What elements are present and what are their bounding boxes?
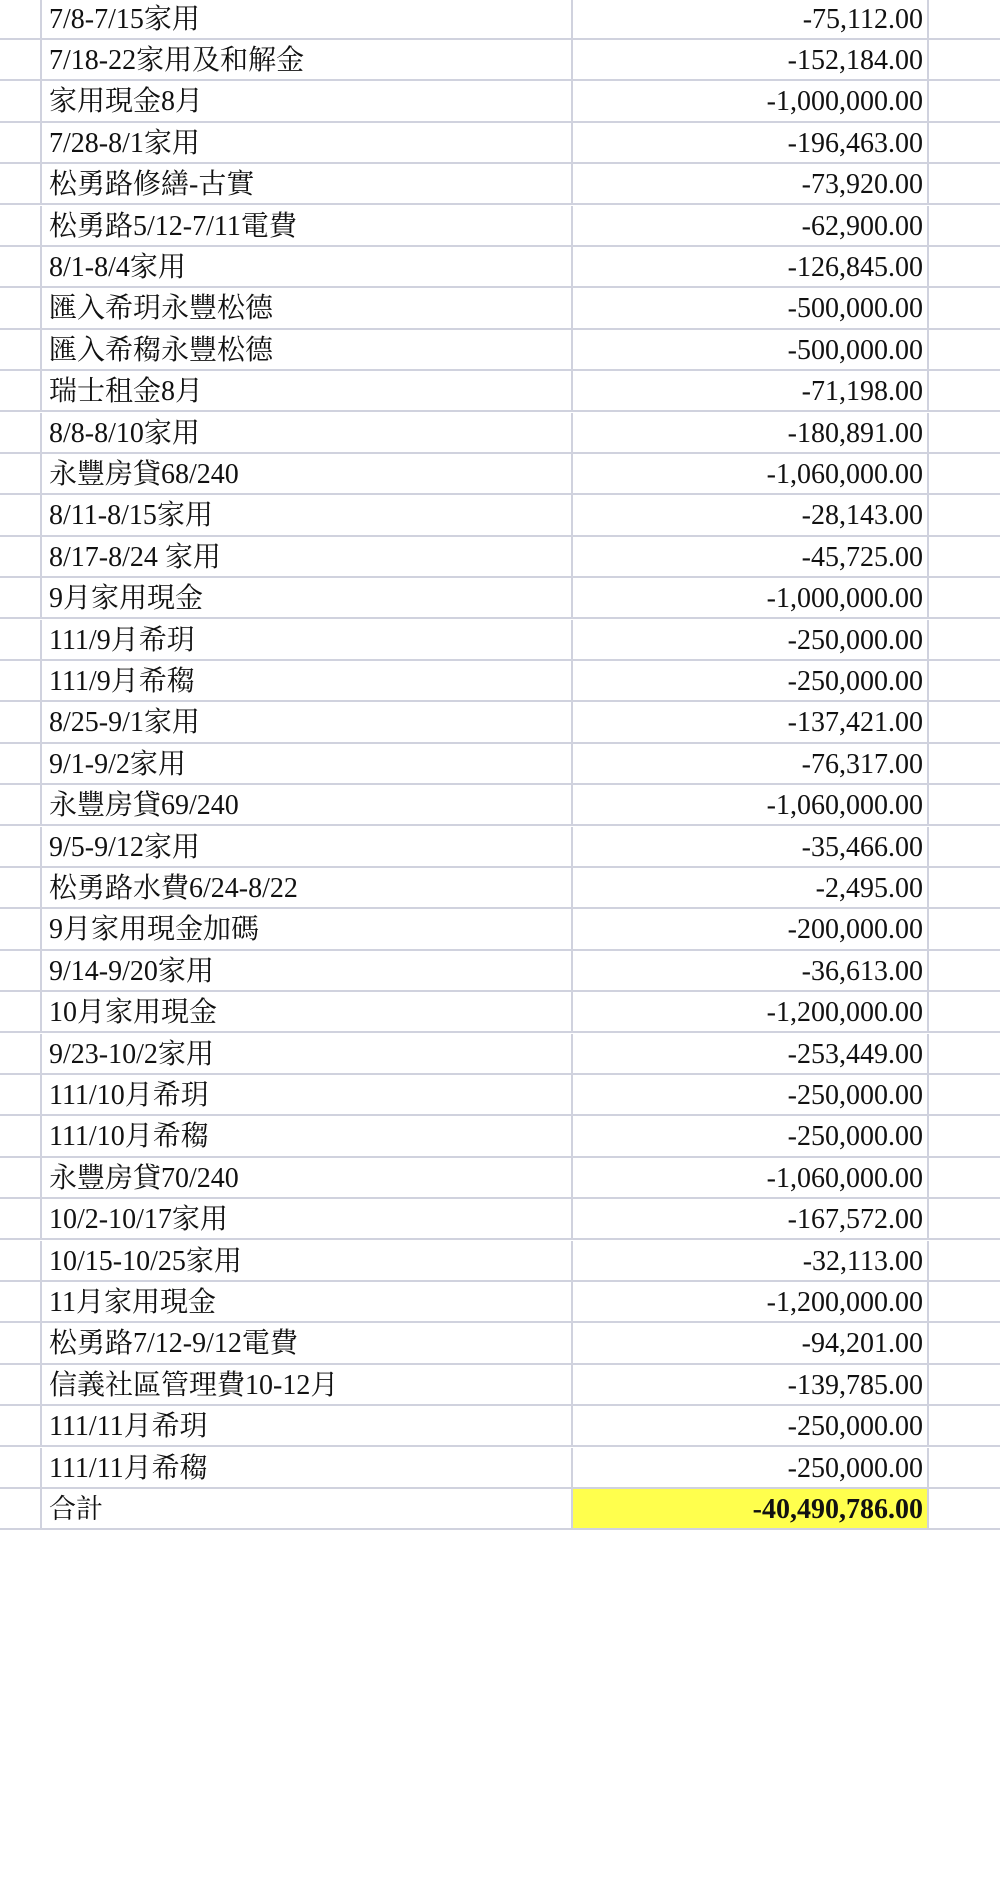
empty-cell[interactable] [929,578,1000,619]
description-cell[interactable]: 松勇路5/12-7/11電費 [42,206,573,247]
description-cell[interactable]: 8/1-8/4家用 [42,247,573,288]
row-header-cell[interactable] [0,1323,42,1364]
table-row [0,1241,1000,1282]
amount-cell[interactable]: -152,184.00 [573,40,929,81]
table-row [0,1282,1000,1323]
description-cell[interactable]: 匯入希䅳永豐松德 [42,330,573,371]
description-cell[interactable]: 9/23-10/2家用 [42,1034,573,1075]
row-header-cell[interactable] [0,1075,42,1116]
row-header-cell[interactable] [0,1489,42,1530]
empty-cell[interactable] [929,123,1000,164]
row-header-cell[interactable] [0,951,42,992]
description-cell[interactable]: 111/9月希䅳 [42,661,573,702]
table-row [0,909,1000,950]
description-cell[interactable]: 信義社區管理費10-12月 [42,1365,573,1406]
amount-cell[interactable]: -35,466.00 [573,827,929,868]
empty-cell[interactable] [929,288,1000,329]
description-cell[interactable]: 9/14-9/20家用 [42,951,573,992]
row-header-cell[interactable] [0,40,42,81]
table-row [0,1199,1000,1240]
table-row [0,1365,1000,1406]
row-header-cell[interactable] [0,164,42,205]
empty-cell[interactable] [929,1323,1000,1364]
row-header-cell[interactable] [0,1158,42,1199]
empty-cell[interactable] [929,909,1000,950]
table-row [0,413,1000,454]
row-header-cell[interactable] [0,330,42,371]
empty-cell[interactable] [929,164,1000,205]
empty-cell[interactable] [929,537,1000,578]
empty-cell[interactable] [929,744,1000,785]
amount-cell[interactable]: -250,000.00 [573,1116,929,1157]
table-row [0,81,1000,122]
description-cell[interactable]: 松勇路水費6/24-8/22 [42,868,573,909]
amount-cell[interactable]: -500,000.00 [573,330,929,371]
amount-cell[interactable]: -32,113.00 [573,1241,929,1282]
amount-cell[interactable]: -250,000.00 [573,1075,929,1116]
empty-cell[interactable] [929,827,1000,868]
amount-cell[interactable]: -250,000.00 [573,1406,929,1447]
empty-cell[interactable] [929,1199,1000,1240]
row-header-cell[interactable] [0,620,42,661]
description-cell[interactable]: 9/1-9/2家用 [42,744,573,785]
amount-cell[interactable]: -1,060,000.00 [573,785,929,826]
description-cell[interactable]: 匯入希玥永豐松德 [42,288,573,329]
empty-cell[interactable] [929,620,1000,661]
row-header-cell[interactable] [0,371,42,412]
table-row [0,702,1000,743]
description-cell[interactable]: 家用現金8月 [42,81,573,122]
description-cell[interactable]: 9月家用現金加碼 [42,909,573,950]
description-cell[interactable]: 永豐房貸70/240 [42,1158,573,1199]
description-cell[interactable]: 9/5-9/12家用 [42,827,573,868]
amount-cell[interactable]: -200,000.00 [573,909,929,950]
amount-cell[interactable]: -94,201.00 [573,1323,929,1364]
empty-cell[interactable] [929,702,1000,743]
description-cell[interactable]: 111/11月希玥 [42,1406,573,1447]
description-cell[interactable]: 8/25-9/1家用 [42,702,573,743]
amount-cell[interactable]: -1,200,000.00 [573,1282,929,1323]
table-row [0,1075,1000,1116]
table-row [0,1034,1000,1075]
amount-cell[interactable]: -1,060,000.00 [573,1158,929,1199]
table-row [0,620,1000,661]
amount-cell[interactable]: -250,000.00 [573,1448,929,1489]
row-header-cell[interactable] [0,702,42,743]
empty-cell[interactable] [929,495,1000,536]
row-header-cell[interactable] [0,537,42,578]
row-header-cell[interactable] [0,868,42,909]
empty-cell[interactable] [929,40,1000,81]
row-header-cell[interactable] [0,1406,42,1447]
empty-cell[interactable] [929,454,1000,495]
table-row [0,785,1000,826]
table-row [0,1406,1000,1447]
amount-cell[interactable]: -73,920.00 [573,164,929,205]
empty-cell[interactable] [929,371,1000,412]
amount-cell[interactable]: -196,463.00 [573,123,929,164]
table-row [0,0,1000,40]
amount-cell[interactable]: -126,845.00 [573,247,929,288]
row-header-cell[interactable] [0,1241,42,1282]
amount-cell[interactable]: -28,143.00 [573,495,929,536]
description-cell[interactable]: 永豐房貸69/240 [42,785,573,826]
table-row [0,454,1000,495]
row-header-cell[interactable] [0,123,42,164]
table-row [0,288,1000,329]
row-header-cell[interactable] [0,744,42,785]
row-header-cell[interactable] [0,81,42,122]
description-cell[interactable]: 111/9月希玥 [42,620,573,661]
amount-cell[interactable]: -139,785.00 [573,1365,929,1406]
row-header-cell[interactable] [0,1282,42,1323]
table-row [0,206,1000,247]
row-header-cell[interactable] [0,1199,42,1240]
amount-cell[interactable]: -76,317.00 [573,744,929,785]
amount-cell[interactable]: -250,000.00 [573,661,929,702]
empty-cell[interactable] [929,206,1000,247]
empty-cell[interactable] [929,868,1000,909]
empty-cell[interactable] [929,413,1000,454]
row-header-cell[interactable] [0,1034,42,1075]
table-row [0,827,1000,868]
row-header-cell[interactable] [0,785,42,826]
description-cell[interactable]: 7/8-7/15家用 [42,0,573,40]
empty-cell[interactable] [929,661,1000,702]
table-row [0,578,1000,619]
amount-cell[interactable]: -1,200,000.00 [573,992,929,1033]
description-cell[interactable]: 松勇路修繕-古實 [42,164,573,205]
description-cell[interactable]: 111/10月希玥 [42,1075,573,1116]
row-header-cell[interactable] [0,0,42,40]
amount-cell[interactable]: -62,900.00 [573,206,929,247]
row-header-cell[interactable] [0,413,42,454]
description-cell[interactable]: 松勇路7/12-9/12電費 [42,1323,573,1364]
description-cell[interactable]: 10月家用現金 [42,992,573,1033]
row-header-cell[interactable] [0,661,42,702]
table-row [0,123,1000,164]
row-header-cell[interactable] [0,992,42,1033]
row-header-cell[interactable] [0,1116,42,1157]
empty-cell[interactable] [929,951,1000,992]
description-cell[interactable]: 8/11-8/15家用 [42,495,573,536]
table-row [0,1323,1000,1364]
table-row [0,868,1000,909]
empty-cell[interactable] [929,1448,1000,1489]
row-header-cell[interactable] [0,578,42,619]
amount-cell[interactable]: -1,000,000.00 [573,81,929,122]
empty-cell[interactable] [929,1034,1000,1075]
amount-cell[interactable]: -250,000.00 [573,620,929,661]
amount-cell[interactable]: -36,613.00 [573,951,929,992]
table-row [0,495,1000,536]
description-cell[interactable]: 111/10月希䅳 [42,1116,573,1157]
empty-cell[interactable] [929,247,1000,288]
empty-cell[interactable] [929,1365,1000,1406]
amount-cell[interactable]: -71,198.00 [573,371,929,412]
row-header-cell[interactable] [0,206,42,247]
description-cell[interactable]: 8/17-8/24 家用 [42,537,573,578]
amount-cell[interactable]: -1,060,000.00 [573,454,929,495]
table-row [0,1448,1000,1489]
empty-cell[interactable] [929,1116,1000,1157]
table-row [0,247,1000,288]
table-row [0,537,1000,578]
description-cell[interactable]: 111/11月希䅳 [42,1448,573,1489]
total-amount-cell[interactable]: -40,490,786.00 [573,1489,929,1530]
row-header-cell[interactable] [0,495,42,536]
amount-cell[interactable]: -253,449.00 [573,1034,929,1075]
row-header-cell[interactable] [0,288,42,329]
description-cell[interactable]: 瑞士租金8月 [42,371,573,412]
description-cell[interactable]: 10/2-10/17家用 [42,1199,573,1240]
description-cell[interactable]: 11月家用現金 [42,1282,573,1323]
table-row [0,951,1000,992]
amount-cell[interactable]: -137,421.00 [573,702,929,743]
empty-cell[interactable] [929,81,1000,122]
description-cell[interactable]: 8/8-8/10家用 [42,413,573,454]
amount-cell[interactable]: -2,495.00 [573,868,929,909]
empty-cell[interactable] [929,1241,1000,1282]
description-cell[interactable]: 7/28-8/1家用 [42,123,573,164]
amount-cell[interactable]: -180,891.00 [573,413,929,454]
amount-cell[interactable]: -75,112.00 [573,0,929,40]
table-row [0,330,1000,371]
total-row [0,1489,1000,1530]
table-row [0,371,1000,412]
row-header-cell[interactable] [0,454,42,495]
description-cell[interactable]: 9月家用現金 [42,578,573,619]
table-row [0,992,1000,1033]
empty-cell[interactable] [929,1489,1000,1530]
amount-cell[interactable]: -500,000.00 [573,288,929,329]
empty-cell[interactable] [929,992,1000,1033]
table-row [0,744,1000,785]
table-row [0,1116,1000,1157]
amount-cell[interactable]: -45,725.00 [573,537,929,578]
row-header-cell[interactable] [0,1448,42,1489]
amount-cell[interactable]: -167,572.00 [573,1199,929,1240]
row-header-cell[interactable] [0,909,42,950]
empty-cell[interactable] [929,1282,1000,1323]
description-cell[interactable]: 10/15-10/25家用 [42,1241,573,1282]
row-header-cell[interactable] [0,1365,42,1406]
empty-cell[interactable] [929,1075,1000,1116]
empty-cell[interactable] [929,0,1000,40]
empty-cell[interactable] [929,1406,1000,1447]
row-header-cell[interactable] [0,827,42,868]
table-row [0,164,1000,205]
table-row [0,1158,1000,1199]
empty-cell[interactable] [929,330,1000,371]
table-row [0,661,1000,702]
total-label-cell[interactable]: 合計 [42,1489,573,1530]
amount-cell[interactable]: -1,000,000.00 [573,578,929,619]
empty-cell[interactable] [929,1158,1000,1199]
row-header-cell[interactable] [0,247,42,288]
description-cell[interactable]: 永豐房貸68/240 [42,454,573,495]
description-cell[interactable]: 7/18-22家用及和解金 [42,40,573,81]
table-row [0,40,1000,81]
empty-cell[interactable] [929,785,1000,826]
